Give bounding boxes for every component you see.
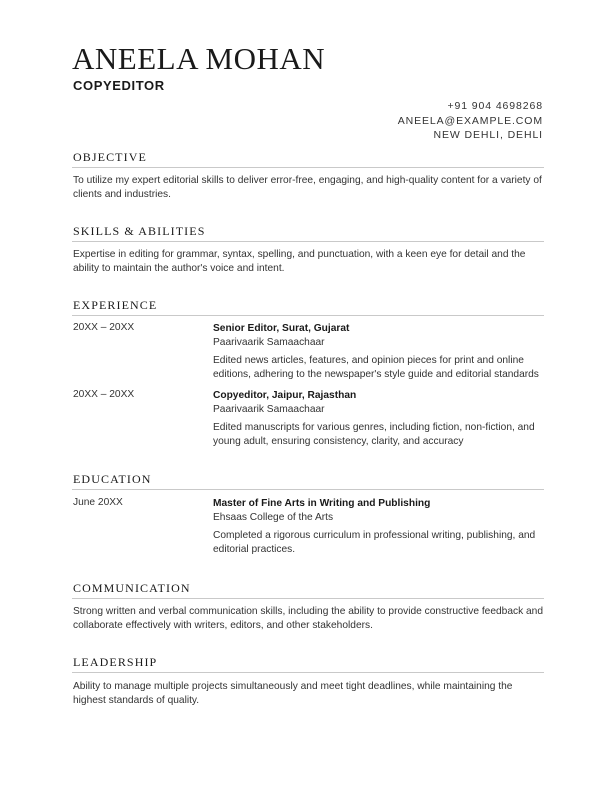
objective-heading: OBJECTIVE [73, 150, 147, 164]
objective-divider [72, 167, 544, 168]
experience-company: Paarivaarik Samaachaar [213, 337, 325, 348]
experience-heading: EXPERIENCE [73, 298, 158, 312]
education-entry [213, 497, 545, 557]
phone-number: +91 904 4698268 [447, 100, 543, 112]
education-date: June 20XX [73, 497, 123, 508]
experience-date: 20XX – 20XX [73, 389, 135, 400]
experience-date: 20XX – 20XX [73, 322, 135, 333]
experience-description: Edited news articles, features, and opinion pieces for print and online editions, adhering to the newspaper's style guide and editorial standards [213, 355, 539, 380]
location: NEW DEHLI, DEHLI [433, 129, 543, 141]
skills-divider [72, 241, 544, 242]
education-description: Completed a rigorous curriculum in professional writing, publishing, and editorial practices. [213, 530, 536, 555]
experience-description: Edited manuscripts for various genres, including fiction, non-fiction, and young adult, ensuring consistency, clarity, and accuracy [213, 422, 535, 447]
contact-block [398, 99, 543, 143]
objective-text: To utilize my expert editorial skills to deliver error-free, engaging, and high-quality content for a variety of clients and industries. [73, 175, 542, 200]
job-title: COPYEDITOR [73, 78, 165, 93]
communication-heading: COMMUNICATION [73, 581, 191, 595]
communication-text: Strong written and verbal communication skills, including the ability to provide constructive feedback and collaborate effectively with writers, editors, and other stakeholders. [73, 606, 544, 631]
experience-company: Paarivaarik Samaachaar [213, 404, 325, 415]
experience-entry [213, 322, 545, 382]
email-address: ANEELA@EXAMPLE.COM [397, 114, 543, 127]
education-degree: Master of Fine Arts in Writing and Publishing [213, 498, 431, 509]
leadership-heading: LEADERSHIP [73, 655, 158, 669]
leadership-divider [72, 672, 544, 673]
experience-divider [72, 315, 544, 316]
communication-divider [72, 598, 544, 599]
skills-text: Expertise in editing for grammar, syntax, spelling, and punctuation, with a keen eye for detail and the ability to maintain the author's voice and intent. [73, 249, 526, 274]
leadership-text: Ability to manage multiple projects simultaneously and meet tight deadlines, while maintaining the highest standards of quality. [73, 681, 513, 706]
candidate-name: ANEELA MOHAN [72, 41, 326, 76]
education-divider [72, 489, 544, 490]
skills-heading: SKILLS & ABILITIES [73, 224, 206, 238]
education-heading: EDUCATION [73, 472, 152, 486]
education-school: Ehsaas College of the Arts [213, 512, 334, 523]
experience-position: Copyeditor, Jaipur, Rajasthan [213, 390, 357, 401]
experience-position: Senior Editor, Surat, Gujarat [213, 323, 350, 334]
experience-entry [213, 389, 545, 449]
